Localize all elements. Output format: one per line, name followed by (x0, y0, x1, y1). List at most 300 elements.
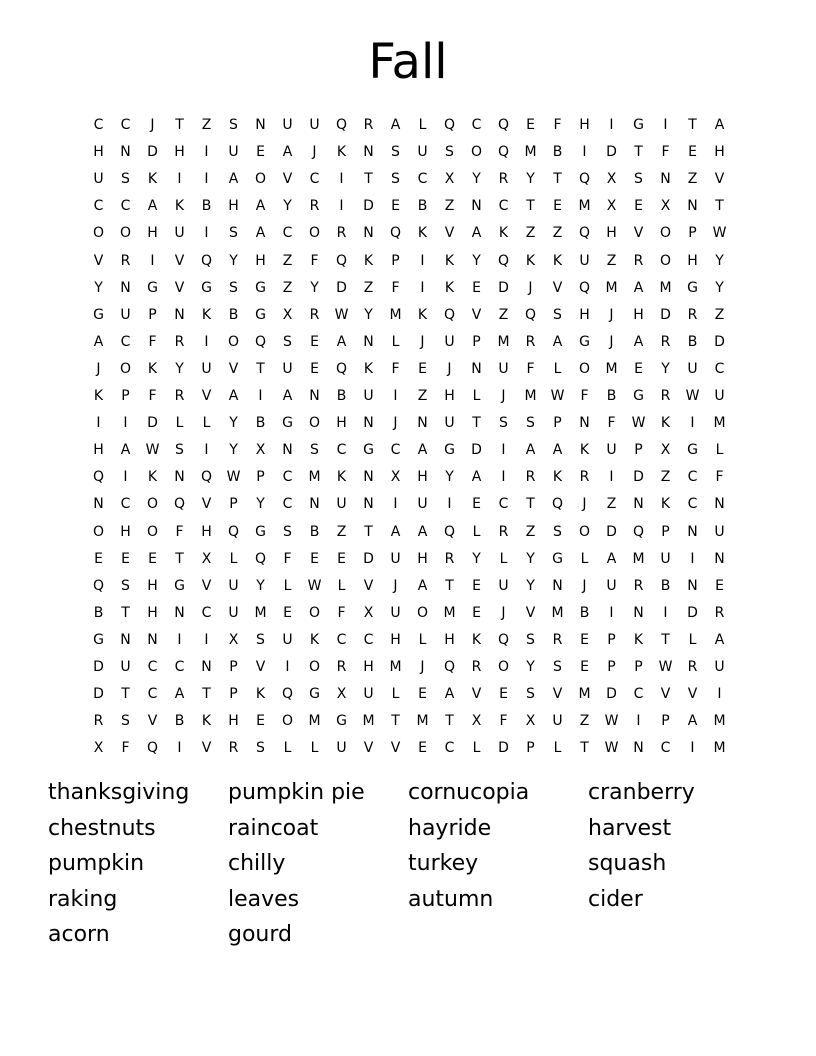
grid-letter[interactable]: P (526, 740, 535, 757)
grid-letter[interactable]: E (418, 360, 427, 377)
grid-letter[interactable]: J (582, 577, 587, 594)
grid-letter[interactable]: C (201, 604, 212, 621)
grid-letter[interactable]: V (525, 604, 536, 621)
grid-letter[interactable]: W (604, 713, 619, 730)
grid-letter[interactable]: C (390, 442, 401, 459)
grid-letter[interactable]: E (634, 360, 643, 377)
grid-letter[interactable]: P (256, 469, 265, 486)
grid-letter[interactable]: H (120, 523, 131, 540)
grid-letter[interactable]: Z (282, 279, 293, 296)
grid-letter[interactable]: F (148, 333, 157, 350)
grid-letter[interactable]: A (633, 333, 644, 350)
grid-letter[interactable]: N (714, 496, 725, 513)
grid-letter[interactable]: P (634, 659, 643, 675)
grid-letter[interactable]: P (688, 225, 697, 242)
grid-letter[interactable]: U (660, 550, 671, 567)
grid-letter[interactable]: M (389, 306, 402, 323)
grid-letter[interactable]: M (443, 604, 456, 621)
grid-letter[interactable]: R (660, 333, 671, 350)
grid-letter[interactable]: Y (526, 577, 535, 594)
grid-letter[interactable]: H (579, 306, 590, 323)
grid-letter[interactable]: A (93, 333, 104, 350)
grid-letter[interactable]: M (605, 360, 618, 377)
grid-letter[interactable]: H (714, 144, 725, 161)
grid-letter[interactable]: A (390, 117, 401, 133)
grid-letter[interactable]: R (336, 225, 347, 242)
grid-letter[interactable]: I (420, 279, 425, 296)
grid-letter[interactable]: X (444, 171, 455, 188)
grid-letter[interactable]: K (552, 252, 563, 269)
grid-letter[interactable]: T (526, 198, 535, 215)
grid-letter[interactable]: V (444, 225, 455, 242)
grid-letter[interactable]: C (309, 171, 320, 188)
grid-letter[interactable]: D (147, 144, 158, 161)
grid-letter[interactable]: L (337, 577, 346, 594)
grid-letter[interactable]: P (148, 306, 157, 323)
grid-letter[interactable]: U (390, 550, 401, 567)
grid-letter[interactable]: E (472, 279, 481, 296)
grid-letter[interactable]: Q (551, 496, 564, 513)
grid-letter[interactable]: N (633, 496, 644, 513)
grid-letter[interactable]: C (471, 117, 482, 133)
grid-letter[interactable]: I (447, 496, 452, 513)
grid-letter[interactable]: F (148, 388, 157, 404)
grid-letter[interactable]: S (256, 631, 265, 648)
grid-letter[interactable]: N (93, 496, 104, 513)
grid-letter[interactable]: V (201, 388, 212, 404)
grid-letter[interactable]: S (526, 631, 535, 648)
grid-letter[interactable]: V (633, 225, 644, 242)
grid-letter[interactable]: N (363, 415, 374, 432)
grid-letter[interactable]: J (447, 360, 452, 377)
grid-letter[interactable]: O (659, 252, 672, 269)
grid-letter[interactable]: V (201, 740, 212, 757)
grid-letter[interactable]: N (687, 577, 698, 594)
grid-letter[interactable]: R (228, 740, 239, 757)
grid-letter[interactable]: Z (714, 306, 725, 323)
grid-letter[interactable]: S (526, 686, 535, 703)
grid-letter[interactable]: Z (606, 252, 617, 269)
grid-letter[interactable]: M (713, 415, 726, 432)
grid-letter[interactable]: H (633, 306, 644, 323)
grid-letter[interactable]: I (204, 442, 209, 459)
grid-letter[interactable]: H (687, 252, 698, 269)
grid-letter[interactable]: F (580, 388, 589, 404)
grid-letter[interactable]: I (204, 631, 209, 648)
grid-letter[interactable]: N (120, 144, 131, 161)
grid-letter[interactable]: R (687, 306, 698, 323)
grid-letter[interactable]: P (661, 523, 670, 540)
grid-letter[interactable]: O (659, 225, 672, 242)
grid-letter[interactable]: C (120, 333, 131, 350)
grid-letter[interactable]: P (391, 252, 400, 269)
grid-letter[interactable]: B (660, 577, 671, 594)
grid-letter[interactable]: N (147, 631, 158, 648)
grid-letter[interactable]: M (497, 333, 510, 350)
grid-letter[interactable]: N (633, 604, 644, 621)
grid-letter[interactable]: F (391, 279, 400, 296)
grid-letter[interactable]: W (145, 442, 160, 459)
grid-letter[interactable]: H (228, 713, 239, 730)
grid-letter[interactable]: Q (578, 171, 591, 188)
grid-letter[interactable]: V (660, 686, 671, 703)
grid-letter[interactable]: K (417, 225, 428, 242)
grid-letter[interactable]: E (148, 550, 157, 567)
grid-letter[interactable]: M (659, 279, 672, 296)
grid-letter[interactable]: Z (498, 306, 509, 323)
grid-letter[interactable]: G (93, 306, 104, 323)
grid-letter[interactable]: H (444, 388, 455, 404)
grid-letter[interactable]: K (498, 225, 509, 242)
grid-letter[interactable]: X (255, 442, 266, 459)
grid-letter[interactable]: T (202, 686, 211, 703)
grid-letter[interactable]: F (310, 252, 319, 269)
grid-letter[interactable]: D (363, 198, 374, 215)
grid-letter[interactable]: C (363, 631, 374, 648)
grid-letter[interactable]: J (420, 333, 425, 350)
grid-letter[interactable]: P (553, 415, 562, 432)
grid-letter[interactable]: W (712, 225, 727, 242)
grid-letter[interactable]: A (687, 713, 698, 730)
grid-letter[interactable]: B (552, 144, 563, 161)
grid-letter[interactable]: Q (146, 740, 159, 757)
grid-letter[interactable]: Y (715, 279, 724, 296)
grid-letter[interactable]: K (336, 144, 347, 161)
grid-letter[interactable]: K (660, 415, 671, 432)
grid-letter[interactable]: R (714, 604, 725, 621)
grid-letter[interactable]: I (204, 171, 209, 188)
grid-letter[interactable]: B (687, 333, 698, 350)
grid-letter[interactable]: Y (94, 279, 103, 296)
grid-letter[interactable]: K (633, 631, 644, 648)
grid-letter[interactable]: O (146, 523, 159, 540)
grid-letter[interactable]: A (417, 523, 428, 540)
grid-letter[interactable]: D (606, 144, 617, 161)
grid-letter[interactable]: R (174, 333, 185, 350)
grid-letter[interactable]: X (363, 604, 374, 621)
grid-letter[interactable]: C (417, 171, 428, 188)
grid-letter[interactable]: N (309, 388, 320, 404)
grid-letter[interactable]: V (282, 171, 293, 188)
grid-letter[interactable]: U (552, 713, 563, 730)
grid-letter[interactable]: H (147, 604, 158, 621)
grid-letter[interactable]: E (472, 604, 481, 621)
grid-letter[interactable]: R (309, 306, 320, 323)
grid-letter[interactable]: B (417, 198, 428, 215)
grid-letter[interactable]: A (390, 523, 401, 540)
grid-letter[interactable]: T (445, 577, 454, 594)
grid-letter[interactable]: R (309, 198, 320, 215)
grid-letter[interactable]: C (633, 686, 644, 703)
grid-letter[interactable]: F (337, 604, 346, 621)
grid-letter[interactable]: N (174, 604, 185, 621)
grid-letter[interactable]: T (472, 415, 481, 432)
grid-letter[interactable]: J (150, 117, 155, 133)
grid-letter[interactable]: U (417, 496, 428, 513)
grid-letter[interactable]: M (389, 659, 402, 675)
grid-letter[interactable]: Q (443, 306, 456, 323)
grid-letter[interactable]: L (715, 442, 724, 459)
grid-letter[interactable]: S (229, 279, 238, 296)
grid-letter[interactable]: P (661, 713, 670, 730)
grid-letter[interactable]: T (715, 198, 724, 215)
grid-letter[interactable]: H (147, 577, 158, 594)
grid-letter[interactable]: I (501, 469, 506, 486)
grid-letter[interactable]: U (309, 117, 320, 133)
grid-letter[interactable]: N (552, 577, 563, 594)
grid-letter[interactable]: Q (200, 469, 213, 486)
grid-letter[interactable]: V (552, 279, 563, 296)
grid-letter[interactable]: K (417, 306, 428, 323)
grid-letter[interactable]: O (578, 523, 591, 540)
grid-letter[interactable]: S (391, 171, 400, 188)
grid-letter[interactable]: Q (335, 360, 348, 377)
grid-letter[interactable]: K (336, 469, 347, 486)
grid-letter[interactable]: E (256, 713, 265, 730)
grid-letter[interactable]: N (282, 442, 293, 459)
grid-letter[interactable]: Q (443, 659, 456, 675)
grid-letter[interactable]: X (660, 198, 671, 215)
grid-letter[interactable]: R (660, 388, 671, 404)
grid-letter[interactable]: H (228, 198, 239, 215)
grid-letter[interactable]: U (228, 144, 239, 161)
grid-letter[interactable]: C (282, 225, 293, 242)
grid-letter[interactable]: E (418, 686, 427, 703)
grid-letter[interactable]: A (714, 117, 725, 133)
grid-letter[interactable]: E (310, 333, 319, 350)
grid-letter[interactable]: I (663, 604, 668, 621)
grid-letter[interactable]: T (256, 360, 265, 377)
grid-letter[interactable]: L (283, 577, 292, 594)
grid-letter[interactable]: D (633, 469, 644, 486)
grid-letter[interactable]: I (393, 496, 398, 513)
grid-letter[interactable]: O (119, 360, 132, 377)
grid-letter[interactable]: T (391, 713, 400, 730)
grid-letter[interactable]: K (444, 279, 455, 296)
grid-letter[interactable]: V (363, 577, 374, 594)
grid-letter[interactable]: V (714, 171, 725, 188)
grid-letter[interactable]: O (281, 713, 294, 730)
grid-letter[interactable]: N (120, 279, 131, 296)
grid-letter[interactable]: J (609, 306, 614, 323)
grid-letter[interactable]: N (120, 631, 131, 648)
grid-letter[interactable]: I (204, 225, 209, 242)
grid-letter[interactable]: I (258, 388, 263, 404)
grid-letter[interactable]: Z (201, 117, 212, 133)
grid-letter[interactable]: K (660, 496, 671, 513)
grid-letter[interactable]: T (445, 713, 454, 730)
grid-letter[interactable]: U (201, 360, 212, 377)
grid-letter[interactable]: Y (283, 198, 292, 215)
grid-letter[interactable]: O (308, 415, 321, 432)
grid-letter[interactable]: K (147, 469, 158, 486)
grid-letter[interactable]: Q (335, 252, 348, 269)
grid-letter[interactable]: K (93, 388, 104, 404)
grid-letter[interactable]: U (363, 388, 374, 404)
grid-letter[interactable]: X (525, 713, 536, 730)
grid-letter[interactable]: I (123, 415, 128, 432)
grid-letter[interactable]: A (417, 442, 428, 459)
grid-letter[interactable]: L (418, 631, 427, 648)
grid-letter[interactable]: D (714, 333, 725, 350)
grid-letter[interactable]: H (417, 469, 428, 486)
grid-letter[interactable]: V (201, 496, 212, 513)
grid-letter[interactable]: Z (336, 523, 347, 540)
grid-letter[interactable]: S (283, 333, 292, 350)
grid-letter[interactable]: J (528, 279, 533, 296)
grid-letter[interactable]: E (499, 686, 508, 703)
grid-letter[interactable]: N (201, 659, 212, 675)
grid-letter[interactable]: K (147, 360, 158, 377)
grid-letter[interactable]: I (690, 550, 695, 567)
grid-letter[interactable]: E (580, 659, 589, 675)
grid-letter[interactable]: R (498, 523, 509, 540)
grid-letter[interactable]: R (525, 333, 536, 350)
grid-letter[interactable]: B (336, 388, 347, 404)
grid-letter[interactable]: I (339, 198, 344, 215)
grid-letter[interactable]: K (201, 306, 212, 323)
grid-letter[interactable]: R (552, 631, 563, 648)
grid-letter[interactable]: I (285, 659, 290, 675)
grid-letter[interactable]: V (390, 740, 401, 757)
grid-letter[interactable]: I (582, 144, 587, 161)
grid-letter[interactable]: T (661, 631, 670, 648)
grid-letter[interactable]: P (121, 388, 130, 404)
grid-letter[interactable]: B (255, 415, 266, 432)
grid-letter[interactable]: I (96, 415, 101, 432)
grid-letter[interactable]: O (308, 225, 321, 242)
grid-letter[interactable]: M (524, 388, 537, 404)
grid-letter[interactable]: G (363, 442, 374, 459)
grid-letter[interactable]: T (526, 496, 535, 513)
grid-letter[interactable]: C (93, 198, 104, 215)
grid-letter[interactable]: R (120, 252, 131, 269)
grid-letter[interactable]: L (499, 550, 508, 567)
grid-letter[interactable]: S (121, 171, 130, 188)
grid-letter[interactable]: P (607, 659, 616, 675)
grid-letter[interactable]: T (175, 550, 184, 567)
grid-letter[interactable]: W (685, 388, 700, 404)
grid-letter[interactable]: T (121, 604, 130, 621)
grid-letter[interactable]: N (309, 496, 320, 513)
grid-letter[interactable]: K (363, 360, 374, 377)
grid-letter[interactable]: Q (497, 144, 510, 161)
grid-letter[interactable]: U (444, 415, 455, 432)
grid-letter[interactable]: V (201, 577, 212, 594)
grid-letter[interactable]: Q (92, 577, 105, 594)
grid-letter[interactable]: U (93, 171, 104, 188)
grid-letter[interactable]: C (282, 469, 293, 486)
grid-letter[interactable]: O (254, 171, 267, 188)
grid-letter[interactable]: A (606, 550, 617, 567)
grid-letter[interactable]: H (363, 659, 374, 675)
grid-letter[interactable]: Y (256, 577, 265, 594)
grid-letter[interactable]: R (687, 659, 698, 675)
grid-letter[interactable]: G (255, 523, 266, 540)
grid-letter[interactable]: Y (472, 171, 481, 188)
grid-letter[interactable]: M (605, 279, 618, 296)
grid-letter[interactable]: A (336, 333, 347, 350)
grid-letter[interactable]: G (255, 306, 266, 323)
grid-letter[interactable]: P (607, 631, 616, 648)
grid-letter[interactable]: L (553, 740, 562, 757)
grid-letter[interactable]: S (634, 171, 643, 188)
grid-letter[interactable]: E (256, 144, 265, 161)
grid-letter[interactable]: E (391, 198, 400, 215)
grid-letter[interactable]: N (363, 144, 374, 161)
grid-letter[interactable]: C (498, 198, 509, 215)
grid-letter[interactable]: F (499, 713, 508, 730)
grid-letter[interactable]: E (634, 198, 643, 215)
grid-letter[interactable]: G (444, 442, 455, 459)
grid-letter[interactable]: D (606, 686, 617, 703)
grid-letter[interactable]: Y (445, 469, 454, 486)
grid-letter[interactable]: E (688, 144, 697, 161)
grid-letter[interactable]: E (94, 550, 103, 567)
grid-letter[interactable]: R (336, 659, 347, 675)
grid-letter[interactable]: S (229, 225, 238, 242)
grid-letter[interactable]: V (93, 252, 104, 269)
grid-letter[interactable]: U (714, 388, 725, 404)
grid-letter[interactable]: P (634, 442, 643, 459)
grid-letter[interactable]: U (417, 144, 428, 161)
grid-letter[interactable]: L (391, 333, 400, 350)
grid-letter[interactable]: E (121, 550, 130, 567)
grid-letter[interactable]: G (579, 333, 590, 350)
grid-letter[interactable]: Y (310, 279, 319, 296)
grid-letter[interactable]: L (310, 740, 319, 757)
grid-letter[interactable]: C (687, 469, 698, 486)
grid-letter[interactable]: D (93, 686, 104, 703)
grid-letter[interactable]: G (201, 279, 212, 296)
grid-letter[interactable]: A (525, 442, 536, 459)
grid-letter[interactable]: T (175, 117, 184, 133)
grid-letter[interactable]: E (580, 631, 589, 648)
grid-letter[interactable]: W (550, 388, 565, 404)
grid-letter[interactable]: A (714, 631, 725, 648)
grid-letter[interactable]: Y (526, 659, 535, 675)
grid-letter[interactable]: J (420, 659, 425, 675)
grid-letter[interactable]: A (417, 577, 428, 594)
grid-letter[interactable]: F (283, 550, 292, 567)
grid-letter[interactable]: D (471, 442, 482, 459)
grid-letter[interactable]: N (633, 740, 644, 757)
grid-letter[interactable]: I (177, 740, 182, 757)
grid-letter[interactable]: M (713, 713, 726, 730)
grid-letter[interactable]: Q (92, 469, 105, 486)
grid-letter[interactable]: M (713, 740, 726, 757)
grid-letter[interactable]: S (121, 577, 130, 594)
grid-letter[interactable]: L (472, 388, 481, 404)
grid-letter[interactable]: L (553, 360, 562, 377)
grid-letter[interactable]: Y (715, 252, 724, 269)
grid-letter[interactable]: U (687, 360, 698, 377)
grid-letter[interactable]: N (363, 496, 374, 513)
grid-letter[interactable]: B (201, 198, 212, 215)
grid-letter[interactable]: Y (364, 306, 373, 323)
grid-letter[interactable]: Z (444, 198, 455, 215)
grid-letter[interactable]: R (633, 577, 644, 594)
grid-letter[interactable]: J (393, 577, 398, 594)
grid-letter[interactable]: R (93, 713, 104, 730)
grid-letter[interactable]: D (660, 306, 671, 323)
grid-letter[interactable]: V (552, 686, 563, 703)
grid-letter[interactable]: U (498, 577, 509, 594)
grid-letter[interactable]: Y (256, 496, 265, 513)
grid-letter[interactable]: J (501, 388, 506, 404)
grid-letter[interactable]: J (501, 604, 506, 621)
grid-letter[interactable]: Q (227, 523, 240, 540)
